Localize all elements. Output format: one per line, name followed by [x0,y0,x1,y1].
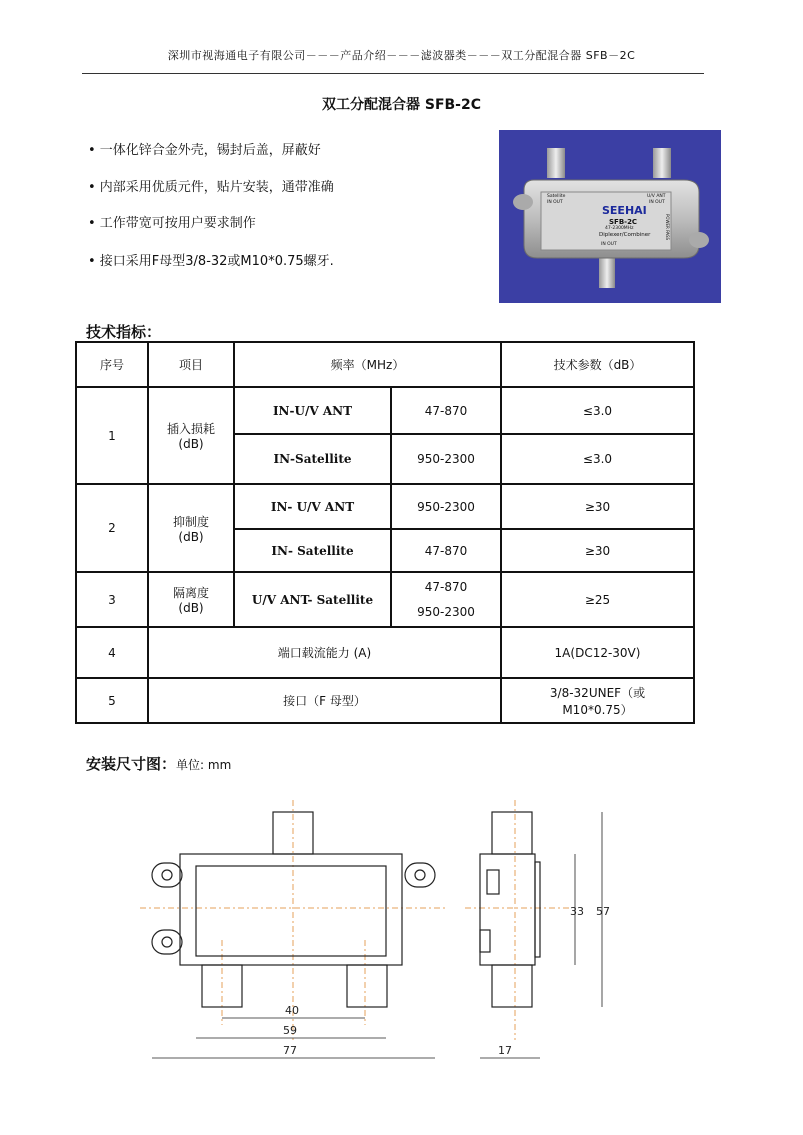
row-value: 1A(DC12-30V) [501,627,694,678]
item-line1: 隔离度 [172,586,209,600]
table-row [76,627,694,678]
dimensions-unit: 单位: mm [176,758,232,772]
dim-77: 77 [283,1044,297,1057]
sub-value: ≥30 [501,484,694,529]
feature-item: • 一体化锌合金外壳，锡封后盖，屏蔽好 [88,143,321,158]
item-line1: 抑制度 [172,514,209,529]
product-photo [499,130,721,303]
header-param: 技术参数（dB） [501,342,694,387]
freq-line1: 47-870 [424,579,468,594]
table-header-row [76,342,694,387]
photo-left-io: IN OUT [547,200,563,205]
sub-name: IN- U/V ANT [234,484,391,529]
photo-side-text: POWER PASS [665,214,670,241]
sub-value: ≥30 [501,529,694,572]
document-title: 双工分配混合器 SFB-2C [321,97,482,113]
sub-freq: 950-2300 [391,434,501,484]
sub-name: IN-Satellite [234,434,391,484]
spec-table [75,341,695,724]
sub-value: ≥25 [501,572,694,627]
row-no: 1 [76,387,148,484]
row-item [148,572,234,627]
value-line2: M10*0.75） [562,702,633,717]
sub-freq: 47-870 [391,387,501,434]
dim-40: 40 [285,1004,299,1017]
dimensions-heading [86,753,231,774]
sub-name: IN-U/V ANT [234,387,391,434]
freq-line2: 950-2300 [417,604,475,619]
table-row [76,387,694,434]
item-line1: 插入损耗 [166,422,215,436]
row-item: 接口（F 母型） [148,678,501,723]
header-item: 项目 [148,342,234,387]
row-item [148,387,234,484]
sub-freq [391,572,501,627]
dimensions-title: 安装尺寸图： [86,755,177,773]
row-no: 3 [76,572,148,627]
dim-33: 33 [570,905,584,918]
sub-freq: 47-870 [391,529,501,572]
spec-section-title: 技术指标： [86,323,162,341]
header-freq: 频率（MHz） [234,342,501,387]
value-line1: 3/8-32UNEF（或 [549,685,646,700]
row-no: 5 [76,678,148,723]
row-no: 4 [76,627,148,678]
photo-left-port: Satellite [547,194,566,199]
page-header-breadcrumb: 深圳市视海通电子有限公司－－－产品介绍－－－滤波器类－－－双工分配混合器 SFB－2C [167,49,636,62]
photo-right-port: U/V ANT [647,194,666,199]
feature-item: • 内部采用优质元件，贴片安装，通带准确 [88,180,334,195]
sub-freq: 950-2300 [391,484,501,529]
sub-name: U/V ANT- Satellite [234,572,391,627]
sub-value: ≤3.0 [501,434,694,484]
header-divider [82,73,704,74]
dimension-drawing [130,790,630,1070]
photo-bottom-io: IN OUT [601,242,617,247]
row-item [148,484,234,572]
item-line2: (dB) [178,529,204,544]
sub-name: IN- Satellite [234,529,391,572]
photo-model: SFB-2C [609,218,638,226]
photo-brand: SEEHAI [602,204,647,217]
dim-17: 17 [498,1044,512,1057]
dim-59: 59 [283,1024,297,1037]
item-line2: (dB) [178,437,204,451]
header-no: 序号 [76,342,148,387]
photo-desc: Diplexer/Combiner [599,232,651,238]
table-row [76,678,694,723]
feature-item: • 工作带宽可按用户要求制作 [88,216,256,231]
photo-right-io: IN OUT [649,200,665,205]
row-value [501,678,694,723]
feature-item: • 接口采用F母型3/8-32或M10*0.75螺牙. [88,254,334,269]
dim-57: 57 [596,905,610,918]
table-row [76,484,694,529]
row-no: 2 [76,484,148,572]
row-item: 端口载流能力 (A) [148,627,501,678]
table-row [76,572,694,627]
photo-freq: 47-2300MHz [605,226,634,231]
sub-value: ≤3.0 [501,387,694,434]
item-line2: (dB) [178,601,204,615]
